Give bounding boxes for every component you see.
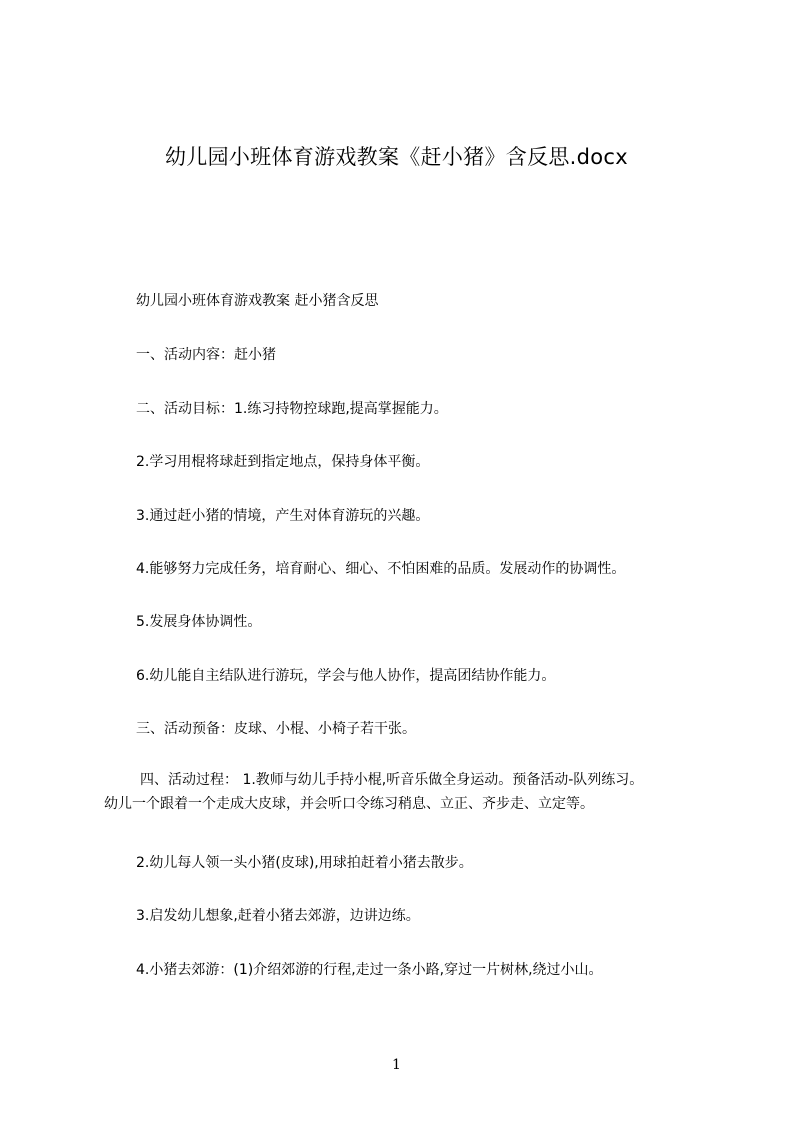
activity-process-line-2: 幼儿一个跟着一个走成大皮球，并会听口令练习稍息、立正、齐步走、立定等。 <box>104 796 594 812</box>
goal-item-2: 2.学习用棍将球赶到指定地点，保持身体平衡。 <box>136 454 430 470</box>
activity-content-paragraph: 一、活动内容：赶小猪 <box>136 347 276 363</box>
activity-process-line-1: 四、活动过程： 1.教师与幼儿手持小棍,听音乐做全身运动。预备活动-队列练习。 <box>140 772 644 788</box>
process-step-4: 4.小猪去郊游：(1)介绍郊游的行程,走过一条小路,穿过一片树林,绕过小山。 <box>136 962 603 978</box>
goal-item-3: 3.通过赶小猪的情境，产生对体育游玩的兴趣。 <box>136 508 430 524</box>
document-title: 幼儿园小班体育游戏教案《赶小猪》含反思.docx <box>164 145 629 169</box>
activity-process-paragraph <box>104 768 744 816</box>
activity-goal-paragraph: 二、活动目标：1.练习持物控球跑,提高掌握能力。 <box>136 401 448 417</box>
page-number: 1 <box>392 1057 401 1073</box>
process-step-2: 2.幼儿每人领一头小猪(皮球),用球拍赶着小猪去散步。 <box>136 855 473 871</box>
goal-item-6: 6.幼儿能自主结队进行游玩，学会与他人协作，提高团结协作能力。 <box>136 668 556 684</box>
activity-preparation-paragraph: 三、活动预备：皮球、小棍、小椅子若干张。 <box>136 721 416 737</box>
goal-item-4: 4.能够努力完成任务，培育耐心、细心、不怕困难的品质。发展动作的协调性。 <box>136 561 626 577</box>
goal-item-5: 5.发展身体协调性。 <box>136 614 262 630</box>
process-step-3: 3.启发幼儿想象,赶着小猪去郊游，边讲边练。 <box>136 908 420 924</box>
subtitle-paragraph: 幼儿园小班体育游戏教案 赶小猪含反思 <box>136 293 379 309</box>
